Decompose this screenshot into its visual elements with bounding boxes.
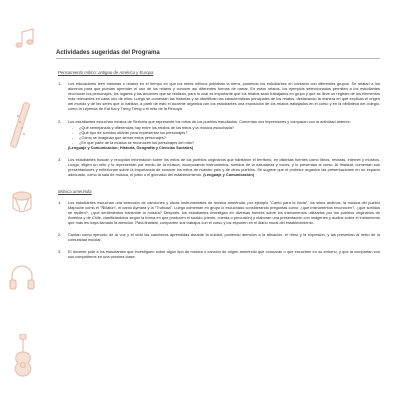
- sub-item: - ¿Qué semejanzas y diferencias hay entre los relatos de los mitos y la música escuchada?: [72, 124, 235, 130]
- document-title: Actividades sugeridas del Programa: [56, 50, 380, 59]
- subject-tag: [56, 145, 380, 150]
- item-number: 1.: [58, 199, 62, 205]
- item-text: Los estudiantes buscan y recopilan información sobre los mitos de los pueblos originarios que habitaron el territorio, en distintas fuentes como libros, revistas, internet y museos. Luego, eligen un mito y lo representan por medio de la música, incorporando instrumentos, sonidos de la naturaleza y voces, y lo presentan al curso. Al finalizar, comentan sus presentaciones y reflexionan sobre la importancia de conocer los mitos de nuestro país y de otros pueblos. Se sugiere que el profesor organice las presentaciones en un espacio adecuado, como la sala de música, el patio o el gimnasio del establecimiento.: [68, 157, 380, 178]
- list-item: [56, 232, 380, 242]
- sub-item: - ¿Qué tipo de sonidos utilizan para representar los personajes?: [72, 129, 188, 135]
- item-number: 2.: [58, 231, 62, 237]
- sub-item: - ¿Cómo se imaginan que serían estos personajes?: [72, 134, 166, 140]
- sub-item-text: ¿Qué semejanzas y diferencias hay entre los relatos de los mitos y la música escuchada?: [79, 124, 235, 130]
- drum-icon: [10, 188, 34, 216]
- section-heading: Pensamiento mítico: antiguo de América y Europa: [58, 70, 154, 75]
- list-item: [56, 119, 380, 124]
- section-heading: Música amerindia: [58, 188, 92, 194]
- sub-item-text: ¿En qué parte de la música se reconocen los personajes del mito?: [79, 139, 195, 145]
- sub-item-text: ¿Qué tipo de sonidos utilizan para representar los personajes?: [79, 129, 188, 135]
- subject-tag-text: (Lenguaje y Comunicación): [203, 172, 254, 178]
- item-text: Cantan como ejercicio de la voz y el oído las canciones aprendidas durante la unidad, poniendo atención a la afinación, el ritmo y la expresión, y las presentan al resto de la comunidad escolar.: [68, 231, 380, 243]
- item-text: Los estudiantes escuchan música de Sinfonía que represente los mitos de los pueblos estudiados. Comentan sus impresiones y comparan con la actividad anterior:: [68, 118, 351, 124]
- item-number: 3.: [58, 157, 62, 163]
- headphones-icon: [8, 262, 36, 292]
- list-item: [56, 81, 380, 112]
- flute-icon: [6, 100, 34, 152]
- item-number: 1.: [58, 81, 62, 86]
- list-item: [56, 249, 380, 259]
- item-number: 2.: [58, 118, 62, 124]
- music-notes-icon: [12, 26, 38, 52]
- list-item: [56, 157, 380, 177]
- item-text: El docente pide a los estudiantes que investiguen sobre algún tipo de música o canción de origen amerindio que conozcan o que escuchen en su entorno, y que la compartan con sus compañeros en una próxima clase.: [68, 249, 380, 260]
- list-item: [56, 200, 380, 225]
- item-number: 3.: [58, 249, 62, 255]
- subject-tag-text: (Lenguaje y Comunicación; Historia, Geografía y Ciencias Sociales): [68, 145, 194, 151]
- sub-item: - ¿En qué parte de la música se reconocen los personajes del mito?: [72, 139, 195, 145]
- item-text: Los estudiantes escuchan una selección de canciones y obras instrumentales de música amerindia, por ejemplo "Canto para la lluvia", los sikus andinos, la música del pueblo Mapuche como el "Ñillatún", el canto Aymara y la "Trutruka". Luego comentan en grupo lo escuchado considerando preguntas como: ¿qué instrumentos reconocen?, ¿qué sonidos se repiten?, ¿qué sentimientos transmite la música? Después, los estudiantes investigan en diversas fuentes sobre los instrumentos utilizados por los pueblos originarios de América y de Chile, clasificándolos según la forma en que producen el sonido (viento, cuerda o percusión) y elaboran una presentación con imágenes y audios sobre el instrumento que más les haya llamado la atención. Para finalizar, comparten sus trabajos con el curso y los exponen en el diario mural del establecimiento.: [68, 199, 380, 225]
- guitar-icon: [10, 334, 36, 378]
- sub-item-text: ¿Cómo se imaginan que serían estos personajes?: [79, 134, 166, 140]
- document-content: [56, 50, 380, 266]
- item-text: Los educadores leen historias o relatos en el tiempo en que los seres míticos poblaban la tierra, poniendo los estudiantes en contacto con diferentes grupos. Se relatan a los alumnos para que puedan aprender el uso de los relatos y conocer así diferentes formas de narrar. En estos relatos, los ejemplos seleccionados permiten a los estudiantes reconocer los personajes, los lugares y las acciones que se realizan, para lo cual es importante que los relatos sean trabajados en grupo y que se lleve un registro de los elementos más relevantes en cada uno de ellos. Luego se comentan las historias y se identifican las características principales de los relatos, destacando la manera en que explican el origen del mundo y de los seres que lo habitan, a partir de esto el docente organiza con los estudiantes una exposición de los relatos trabajados en el curso y en la biblioteca del colegio, como la Leyenda de Kai Kai y Treng Treng o el mito de la Pincoya.: [68, 81, 380, 112]
